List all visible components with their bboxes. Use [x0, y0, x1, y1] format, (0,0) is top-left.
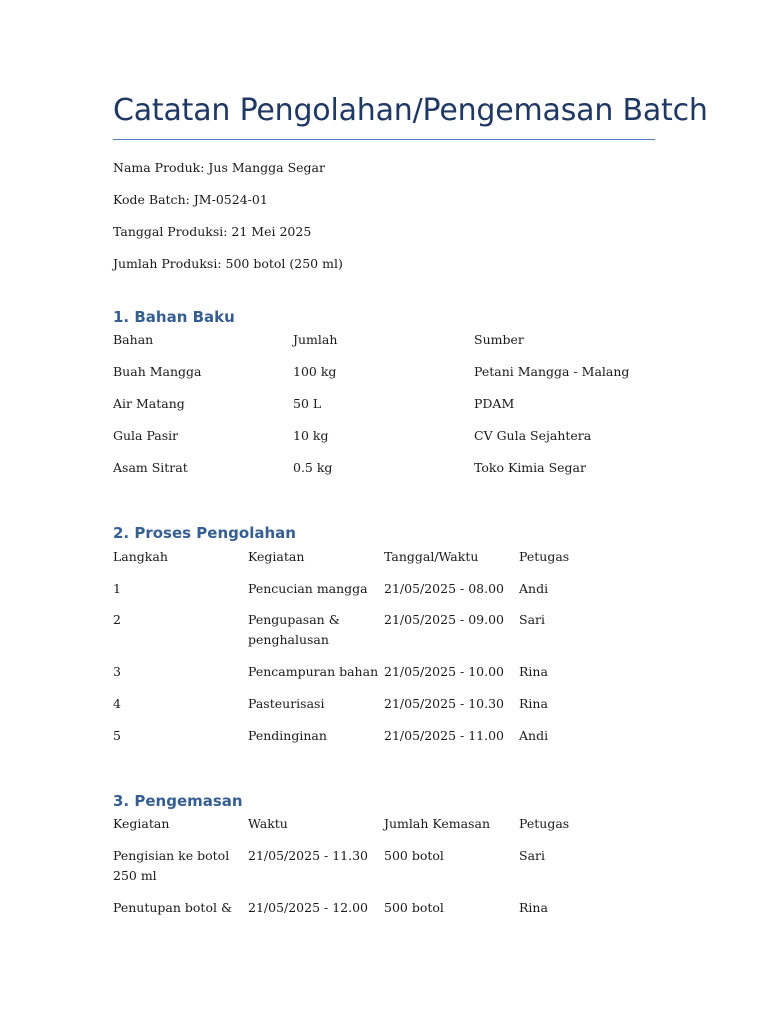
table-cell: Buah Mangga	[113, 364, 202, 379]
table-cell: 21/05/2025 - 11.00	[384, 728, 505, 743]
column-header: Kegiatan	[113, 816, 170, 831]
table-cell: Pendinginan	[248, 728, 327, 743]
section-heading-bahan-baku: 1. Bahan Baku	[113, 308, 235, 326]
table-cell: 4	[113, 696, 121, 711]
column-header: Bahan	[113, 332, 154, 347]
column-header: Langkah	[113, 549, 168, 564]
table-cell: Rina	[519, 664, 548, 679]
column-header: Sumber	[474, 332, 524, 347]
table-cell: 3	[113, 664, 121, 679]
table-cell: 21/05/2025 - 12.00	[248, 900, 369, 915]
table-cell: 500 botol	[384, 848, 444, 863]
table-cell: 21/05/2025 - 10.00	[384, 664, 505, 679]
meta-production-date: Tanggal Produksi: 21 Mei 2025	[113, 224, 312, 239]
title-underline	[113, 139, 655, 140]
table-cell: 500 botol	[384, 900, 444, 915]
section-heading-pengemasan: 3. Pengemasan	[113, 792, 243, 810]
table-cell: Toko Kimia Segar	[474, 460, 586, 475]
table-cell: Petani Mangga - Malang	[474, 364, 630, 379]
table-cell: 50 L	[293, 396, 322, 411]
table-cell: Sari	[519, 848, 545, 863]
table-cell: PDAM	[474, 396, 515, 411]
table-cell: 1	[113, 581, 121, 596]
table-cell: Pasteurisasi	[248, 696, 325, 711]
table-cell: 100 kg	[293, 364, 337, 379]
table-cell: 21/05/2025 - 10.30	[384, 696, 505, 711]
column-header: Petugas	[519, 816, 570, 831]
table-cell: Andi	[519, 581, 549, 596]
table-cell: 10 kg	[293, 428, 329, 443]
table-cell: 21/05/2025 - 11.30	[248, 848, 369, 863]
table-cell: Andi	[519, 728, 549, 743]
meta-production-quantity: Jumlah Produksi: 500 botol (250 ml)	[113, 256, 343, 271]
column-header: Kegiatan	[248, 549, 305, 564]
table-cell: Pencucian mangga	[248, 581, 368, 596]
document-title: Catatan Pengolahan/Pengemasan Batch	[113, 93, 708, 128]
table-cell: Rina	[519, 900, 548, 915]
table-cell: 21/05/2025 - 09.00	[384, 612, 505, 627]
meta-product-name: Nama Produk: Jus Mangga Segar	[113, 160, 325, 175]
table-cell: Sari	[519, 612, 545, 627]
section-heading-proses-pengolahan: 2. Proses Pengolahan	[113, 524, 296, 542]
column-header: Jumlah	[293, 332, 338, 347]
meta-batch-code: Kode Batch: JM-0524-01	[113, 192, 268, 207]
table-cell: Pengisian ke botol 250 ml	[113, 848, 230, 883]
table-cell: Penutupan botol &	[113, 900, 233, 915]
column-header: Petugas	[519, 549, 570, 564]
table-cell: Air Matang	[113, 396, 185, 411]
table-cell: 21/05/2025 - 08.00	[384, 581, 505, 596]
table-cell: CV Gula Sejahtera	[474, 428, 592, 443]
table-cell: Asam Sitrat	[113, 460, 188, 475]
column-header: Tanggal/Waktu	[384, 549, 479, 564]
column-header: Jumlah Kemasan	[384, 816, 491, 831]
table-cell: 2	[113, 612, 121, 627]
column-header: Waktu	[248, 816, 288, 831]
table-cell: Pencampuran bahan	[248, 664, 379, 679]
table-cell: 5	[113, 728, 121, 743]
table-cell: Rina	[519, 696, 548, 711]
table-cell: Pengupasan & penghalusan	[248, 612, 340, 647]
table-cell: 0.5 kg	[293, 460, 333, 475]
table-cell: Gula Pasir	[113, 428, 179, 443]
